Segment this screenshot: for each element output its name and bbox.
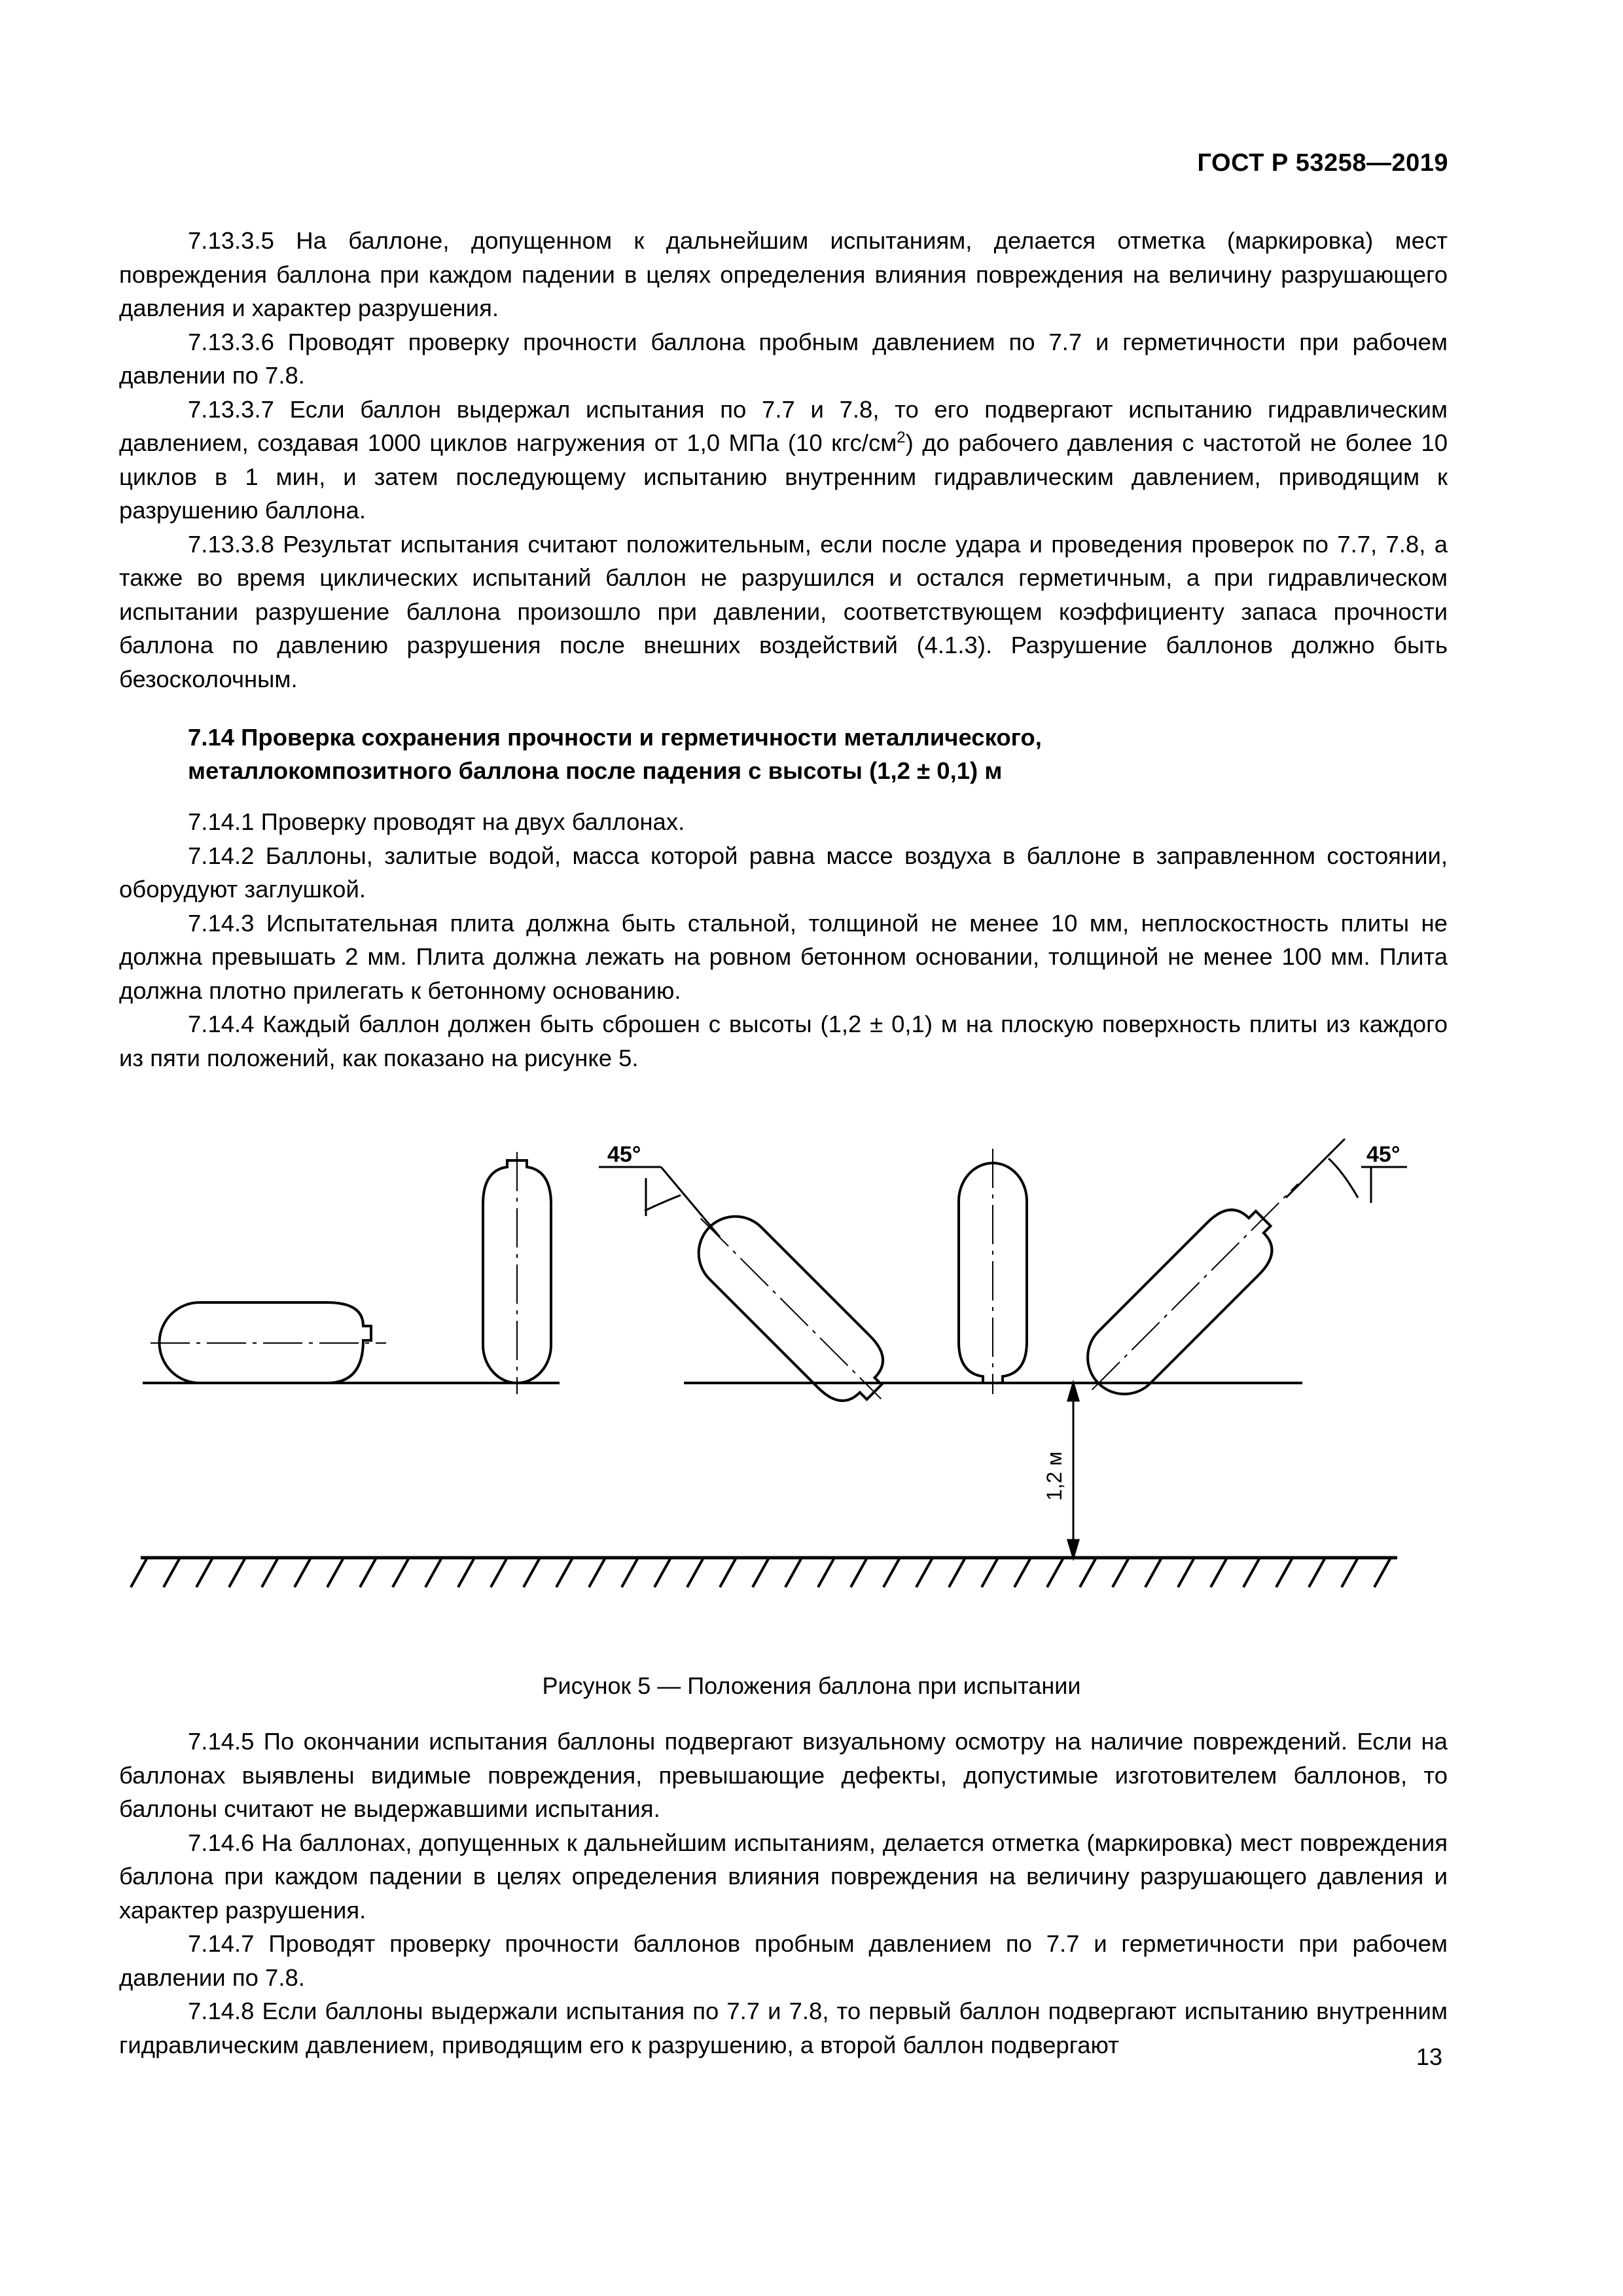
cylinder-tilted-left (675, 1193, 907, 1425)
paragraph-7-13-3-6: 7.13.3.6 Проводят проверку прочности баллона пробным давлением по 7.7 и герметичности при рабочем давлении по 7.8. (119, 328, 1448, 389)
paragraph-7-14-6: 7.14.6 На баллонах, допущенных к дальнейшим испытаниям, делается отметка (маркировка) мест повреждения баллона при каждом падении в целях определения влияния повреждения на величину разрушающего давления и характер разрушения. (119, 1829, 1448, 1924)
paragraph-7-14-1: 7.14.1 Проверку проводят на двух баллонах. (188, 808, 685, 835)
cylinder-vertical (483, 1152, 551, 1394)
cylinder-horizontal (151, 1302, 386, 1383)
paragraph-7-14-4: 7.14.4 Каждый баллон должен быть сброшен с высоты (1,2 ± 0,1) м на плоскую поверхность плиты из каждого из пяти положений, как показано на рисунке 5. (119, 1011, 1448, 1071)
cylinder-tilted-right (1066, 1158, 1324, 1416)
paragraph-7-14-5: 7.14.5 По окончании испытания баллоны подвергают визуальному осмотру на наличие повреждений. Если на баллонах выявлены видимые повреждения, превышающие дефекты, допустимые изготовителем баллонов, то баллоны считают не выдержавшими испытания. (119, 1728, 1448, 1822)
paragraph-7-13-3-8: 7.13.3.8 Результат испытания считают положительным, если после удара и проведения проверок по 7.7, 7.8, а также во время циклических испытаний баллон не разрушился и остался герметичным, а при гидравлическом испытании разрушение баллона произошло при давлении, соответствующем коэффициенту запаса прочности баллона по давлению разрушения после внешних воздействий (4.1.3). Разрушение баллонов должно быть безосколочным. (119, 530, 1448, 692)
angle-label-left: 45° (607, 1142, 641, 1167)
page-number: 13 (1416, 2043, 1442, 2070)
paragraph-7-14-3: 7.14.3 Испытательная плита должна быть стальной, толщиной не менее 10 мм, неплоскостность плиты не должна превышать 2 мм. Плита должна лежать на ровном бетонном основании, толщиной не менее 100 мм. Плита должна плотно прилегать к бетонному основанию. (119, 909, 1448, 1004)
cylinder-vertical-inverted (959, 1149, 1027, 1394)
paragraph-7-14-8: 7.14.8 Если баллоны выдержали испытания по 7.7 и 7.8, то первый баллон подвергают испытанию внутренним гидравлическим давлением, приводящим его к разрушению, а второй баллон подвергают (119, 1998, 1448, 2058)
paragraph-7-13-3-7-part1: 7.13.3.7 Если баллон выдержал испытания по 7.7 и 7.8, то его подвергают испытанию гидравлическим давлением, создавая 1000 циклов нагружения от 1,0 МПа (10 кгс/см (119, 395, 1448, 456)
angle-label-right: 45° (1366, 1142, 1400, 1167)
figure-5-drop-positions (0, 1113, 1623, 1649)
ground-hatching (131, 1558, 1391, 1587)
paragraph-7-14-2: 7.14.2 Баллоны, залитые водой, масса которой равна массе воздуха в баллоне в заправленном состоянии, оборудуют заглушкой. (119, 842, 1448, 903)
section-title-line2: металлокомпозитного баллона после падения с высоты (1,2 ± 0,1) м (188, 757, 1003, 784)
section-7-14-title (119, 721, 1448, 787)
paragraph-7-14-7: 7.14.7 Проводят проверку прочности баллонов пробным давлением по 7.7 и герметичности при рабочем давлении по 7.8. (119, 1930, 1448, 1991)
figure-caption: Рисунок 5 — Положения баллона при испытании (542, 1672, 1081, 1699)
text-block-top (119, 224, 1448, 1075)
superscript: 2 (897, 428, 906, 446)
section-title-line1: 7.14 Проверка сохранения прочности и герметичности металлического, (188, 724, 1042, 751)
angle-mark-left (599, 1167, 720, 1237)
height-label: 1,2 м (1043, 1451, 1066, 1501)
paragraph-7-13-3-7 (119, 393, 1448, 528)
document-code: ГОСТ Р 53258—2019 (1197, 149, 1448, 177)
text-block-bottom (119, 1725, 1448, 2062)
paragraph-7-13-3-5: 7.13.3.5 На баллоне, допущенном к дальнейшим испытаниям, делается отметка (маркировка) мест повреждения баллона при каждом падении в целях определения влияния повреждения на величину разрушающего давления и характер разрушения. (119, 227, 1448, 321)
height-dimension (1068, 1383, 1079, 1558)
paragraph-7-13-3-7-part2: ) до рабочего давления с частотой не более 10 циклов в 1 мин, и затем последующему испытанию внутренним гидравлическим давлением, приводящим к разрушению баллона. (119, 429, 1448, 524)
